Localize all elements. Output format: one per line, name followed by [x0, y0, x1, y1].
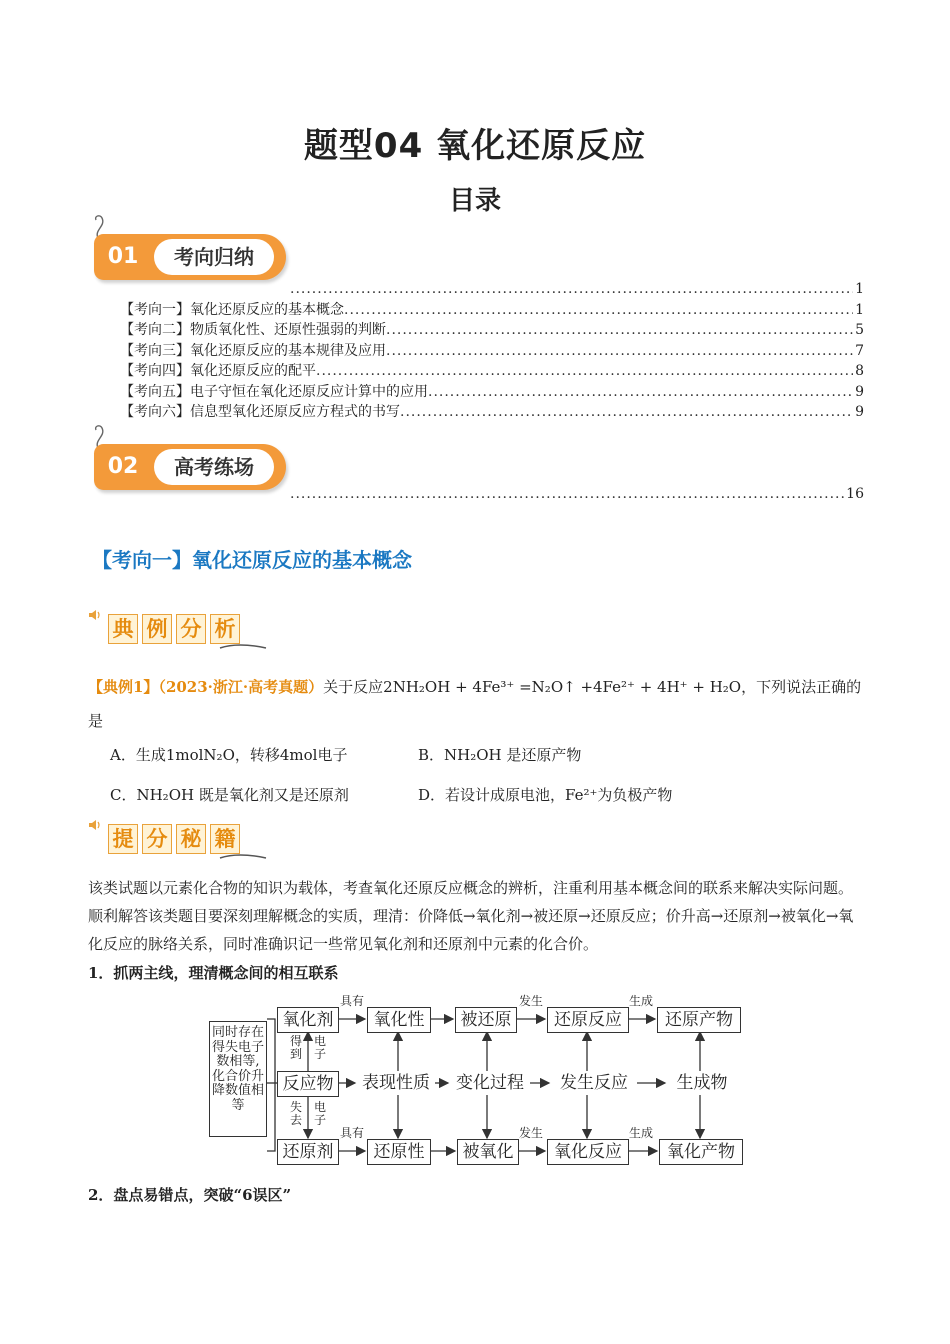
node-oxidized: 被氧化: [457, 1139, 519, 1165]
toc-entry[interactable]: 【考向五】电子守恒在氧化还原反应计算中的应用 ..... 9: [94, 382, 864, 403]
badge-section-01: [94, 228, 286, 280]
example-question: 【典例1】（2023·浙江·高考真题）关于反应2NH₂OH + 4Fe³⁺ =N₂O↑ +4Fe²⁺ + 4H⁺ + H₂O，下列说法正确的: [88, 678, 862, 696]
badge-number: 02: [107, 454, 139, 479]
label-gain: 得 到: [289, 1034, 302, 1061]
toc-list: [94, 279, 864, 423]
node-reductant: 还原剂: [277, 1139, 339, 1165]
point-1-heading: 1．抓两主线，理清概念间的相互联系: [88, 964, 339, 982]
section-heading: 【考向一】氧化还原反应的基本概念: [92, 548, 412, 572]
toc-entry[interactable]: 【考向三】氧化还原反应的基本规律及应用 ..... 7: [94, 341, 864, 362]
option-a[interactable]: A．生成1molN₂O，转移4mol电子: [110, 746, 348, 764]
toc-entry-section2[interactable]: ..... 16: [94, 484, 864, 505]
node-oxidizing-property: 氧化性: [367, 1007, 431, 1033]
question-continuation: 是: [88, 712, 104, 730]
node-exhibited-property: 表现性质: [357, 1071, 435, 1095]
node-oxidation-reaction: 氧化反应: [547, 1139, 629, 1165]
node-reducing-property: 还原性: [367, 1139, 431, 1165]
toc-entry-section1[interactable]: ..... 1: [94, 279, 864, 300]
node-reactant: 反应物: [277, 1071, 339, 1097]
point-2-heading: 2．盘点易错点，突破“6误区”: [88, 1186, 292, 1204]
toc-entry[interactable]: 【考向四】氧化还原反应的配平 ..... 8: [94, 361, 864, 382]
tips-tag: 提 分 秘 籍: [88, 818, 268, 862]
option-c[interactable]: C．NH₂OH 既是氧化剂又是还原剂: [110, 786, 349, 804]
label-electron: 电 子: [313, 1034, 326, 1061]
toc-entry[interactable]: 【考向六】信息型氧化还原反应方程式的书写 ..... 9: [94, 402, 864, 423]
speaker-icon: [88, 608, 102, 622]
condition-box: 同时存在得失电子数相等,化合价升降数值相等: [209, 1021, 267, 1137]
example-source: 【典例1】（2023·浙江·高考真题）: [88, 678, 324, 696]
node-reduced: 被还原: [455, 1007, 517, 1033]
node-change-process: 变化过程: [450, 1071, 530, 1095]
node-reduction-reaction: 还原反应: [547, 1007, 629, 1033]
node-oxidant: 氧化剂: [277, 1007, 339, 1033]
option-d[interactable]: D．若设计成原电池，Fe²⁺为负极产物: [418, 786, 673, 804]
reaction-equation: 2NH₂OH + 4Fe³⁺ =N₂O↑ +4Fe²⁺ + 4H⁺ + H₂O: [383, 678, 742, 696]
toc-list-2: [94, 484, 864, 505]
concept-relationship-diagram: 同时存在得失电子数相等,化合价升降数值相等 氧化剂 氧化性 被还原 还原反应 还原产物 反应物 表现性质 变化过程 发生反应 生成物 还原剂 还原性 被氧化 氧化反应 氧化产物 具有 发生 生成 具有 发生 生成 得 到 电 子 失 去 电 子: [205, 995, 750, 1170]
tips-paragraph: 该类试题以元素化合物的知识为载体，考查氧化还原反应概念的辨析，注重利用基本概念间的联系来解决实际问题。顺利解答该类题目要深刻理解概念的实质，理清：价降低→氧化剂→被还原→还原反应；价升高→还原剂→被氧化→氧化反应的脉络关系，同时准确识记一些常见氧化剂和还原剂中元素的化合价。: [88, 879, 854, 953]
option-b[interactable]: B．NH₂OH 是还原产物: [418, 746, 582, 764]
label-electron: 电 子: [313, 1100, 326, 1127]
badge-section-02: [94, 438, 286, 490]
node-products: 生成物: [667, 1071, 737, 1095]
toc-heading: 目录: [448, 186, 501, 216]
underline-flourish-icon: [218, 642, 268, 652]
speaker-icon: [88, 818, 102, 832]
node-reduction-product: 还原产物: [657, 1007, 741, 1033]
badge-number: 01: [107, 244, 139, 269]
badge-label: 考向归纳: [154, 239, 274, 275]
label-lose: 失 去: [289, 1100, 302, 1127]
badge-label: 高考练场: [154, 449, 274, 485]
page-title: 题型04 氧化还原反应: [303, 126, 647, 166]
toc-entry[interactable]: 【考向一】氧化还原反应的基本概念 ..... 1: [94, 300, 864, 321]
toc-entry[interactable]: 【考向二】物质氧化性、还原性强弱的判断 ..... 5: [94, 320, 864, 341]
underline-flourish-icon: [218, 852, 268, 862]
example-analysis-tag: 典 例 分 析: [88, 608, 268, 652]
node-oxidation-product: 氧化产物: [659, 1139, 743, 1165]
node-reaction-occurs: 发生反应: [551, 1071, 637, 1095]
